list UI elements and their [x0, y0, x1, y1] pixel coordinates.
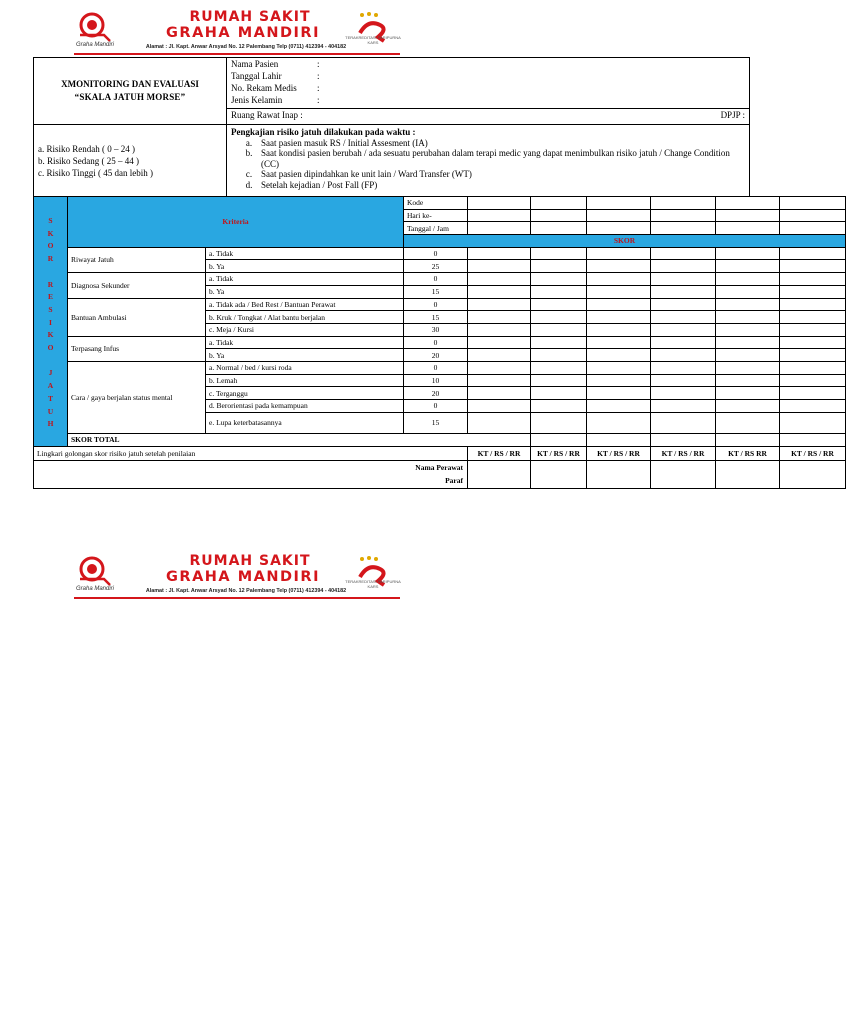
criterion-score: 15: [404, 412, 468, 433]
assessment-timing: [227, 125, 750, 197]
signature-cell[interactable]: [716, 460, 780, 488]
letterhead-divider: [74, 53, 400, 55]
score-cell[interactable]: [531, 336, 587, 349]
score-cell[interactable]: [651, 374, 716, 387]
vertical-skor-resiko-jatuh-label: S K O R R E S I K O J A T U H: [34, 197, 68, 447]
assessment-item: c. Saat pasien dipindahkan ke unit lain / Ward Transfer (WT): [245, 169, 472, 179]
criterion-score: 0: [404, 298, 468, 311]
score-cell[interactable]: [780, 412, 846, 433]
score-cell[interactable]: [780, 323, 846, 336]
score-cell[interactable]: [468, 323, 531, 336]
form-title-line2: “SKALA JATUH MORSE”: [74, 92, 186, 102]
kriteria-header: Kriteria: [68, 197, 404, 248]
score-cell[interactable]: [780, 273, 846, 286]
score-cell[interactable]: [651, 349, 716, 362]
risk-category-option[interactable]: KT / RS / RR: [587, 446, 651, 460]
criterion-name: Cara / gaya berjalan status mental: [68, 361, 206, 433]
score-cell[interactable]: [531, 374, 587, 387]
score-cell[interactable]: [587, 273, 651, 286]
identity-table: [33, 57, 750, 197]
score-cell[interactable]: [716, 285, 780, 298]
letterhead: [70, 9, 400, 57]
score-cell[interactable]: [531, 273, 587, 286]
criterion-option: b. Ya: [206, 349, 404, 362]
dpjp-field[interactable]: DPJP :: [720, 110, 745, 120]
score-cell[interactable]: [531, 298, 587, 311]
signature-cell[interactable]: [587, 460, 651, 488]
score-cell[interactable]: [587, 361, 651, 374]
hari-cell[interactable]: [468, 209, 531, 222]
score-cell[interactable]: [716, 273, 780, 286]
score-cell[interactable]: [651, 285, 716, 298]
criterion-option: a. Tidak: [206, 336, 404, 349]
score-cell[interactable]: [780, 400, 846, 413]
nurse-signature-label: [34, 460, 468, 488]
morse-score-table: [33, 196, 846, 489]
score-cell[interactable]: [716, 336, 780, 349]
hari-cell[interactable]: [587, 209, 651, 222]
score-cell[interactable]: [468, 361, 531, 374]
score-cell[interactable]: [780, 387, 846, 400]
criterion-score: 15: [404, 311, 468, 324]
kode-cell[interactable]: [468, 197, 531, 210]
score-cell[interactable]: [780, 247, 846, 260]
score-cell[interactable]: [716, 247, 780, 260]
tanggal-cell[interactable]: [780, 222, 846, 235]
risk-level-low: a. Risiko Rendah ( 0 – 24 ): [38, 143, 135, 154]
score-cell[interactable]: [468, 285, 531, 298]
total-cell[interactable]: [780, 433, 846, 446]
risk-category-option[interactable]: KT / RS / RR: [651, 446, 716, 460]
criterion-option: d. Berorientasi pada kemampuan: [206, 400, 404, 413]
meta-tanggal-label: Tanggal / Jam: [404, 222, 468, 235]
hospital-address: Alamat : Jl. Kapt. Anwar Arsyad No. 12 Palembang Telp (0711) 412394 - 404182: [145, 588, 347, 594]
skor-total-label: SKOR TOTAL: [68, 433, 531, 446]
hari-cell[interactable]: [780, 209, 846, 222]
ward-dpjp-row: [227, 108, 749, 121]
criterion-score: 10: [404, 374, 468, 387]
score-cell[interactable]: [531, 361, 587, 374]
score-cell[interactable]: [651, 412, 716, 433]
score-cell[interactable]: [780, 260, 846, 273]
score-cell[interactable]: [587, 387, 651, 400]
score-cell[interactable]: [716, 412, 780, 433]
kode-cell[interactable]: [587, 197, 651, 210]
criterion-option: b. Ya: [206, 285, 404, 298]
risk-level-legend: [34, 125, 227, 197]
score-cell[interactable]: [651, 273, 716, 286]
badge-caption: TERAKREDITASI PARIPURNA KARS: [345, 35, 401, 45]
criterion-score: 15: [404, 285, 468, 298]
risk-level-high: c. Risiko Tinggi ( 45 dan lebih ): [38, 167, 154, 178]
score-cell[interactable]: [468, 336, 531, 349]
score-cell[interactable]: [587, 285, 651, 298]
score-cell[interactable]: [780, 374, 846, 387]
logo-caption: Graha Mandiri: [76, 586, 115, 592]
risk-level-medium: b. Risiko Sedang ( 25 – 44 ): [38, 155, 139, 166]
hospital-name-line1: RUMAH SAKIT: [189, 553, 311, 569]
score-cell[interactable]: [587, 412, 651, 433]
criterion-option: c. Meja / Kursi: [206, 323, 404, 336]
hari-cell[interactable]: [531, 209, 587, 222]
score-cell[interactable]: [716, 323, 780, 336]
criterion-option: a. Tidak ada / Bed Rest / Bantuan Perawat: [206, 298, 404, 311]
score-cell[interactable]: [468, 298, 531, 311]
score-cell[interactable]: [468, 273, 531, 286]
criterion-option: a. Normal / bed / kursi roda: [206, 361, 404, 374]
hari-cell[interactable]: [651, 209, 716, 222]
form-title-line1: XMONITORING DAN EVALUASI: [61, 79, 199, 89]
criterion-score: 0: [404, 273, 468, 286]
criterion-name: Riwayat Jatuh: [68, 247, 206, 272]
criterion-option: a. Tidak: [206, 273, 404, 286]
risk-category-option[interactable]: KT / RS / RR: [531, 446, 587, 460]
total-cell[interactable]: [651, 433, 716, 446]
meta-hari-label: Hari ke-: [404, 209, 468, 222]
signature-cell[interactable]: [651, 460, 716, 488]
score-cell[interactable]: [716, 298, 780, 311]
ward-field[interactable]: Ruang Rawat Inap :: [231, 110, 303, 120]
score-cell[interactable]: [651, 400, 716, 413]
score-cell[interactable]: [531, 349, 587, 362]
score-cell[interactable]: [716, 400, 780, 413]
score-cell[interactable]: [468, 311, 531, 324]
patient-field-name[interactable]: Nama Pasien :: [231, 59, 320, 69]
score-cell[interactable]: [531, 285, 587, 298]
score-cell[interactable]: [651, 361, 716, 374]
tanggal-cell[interactable]: [468, 222, 531, 235]
hospital-name-line2: GRAHA MANDIRI: [166, 569, 320, 585]
criterion-score: 30: [404, 323, 468, 336]
score-cell[interactable]: [531, 247, 587, 260]
criterion-score: 25: [404, 260, 468, 273]
score-cell[interactable]: [651, 336, 716, 349]
criterion-option: c. Terganggu: [206, 387, 404, 400]
score-cell[interactable]: [468, 387, 531, 400]
score-cell[interactable]: [531, 323, 587, 336]
assessment-item: b. Saat kondisi pasien berubah / ada sesuatu perubahan dalam terapi medic yang dapat menimbulkan risiko jatuh / Change Condition (CC): [245, 148, 730, 169]
signature-cell[interactable]: [468, 460, 531, 488]
letterhead-second-page: [70, 553, 400, 601]
criterion-name: Diagnosa Sekunder: [68, 273, 206, 298]
score-cell[interactable]: [651, 311, 716, 324]
hospital-name-line1: RUMAH SAKIT: [189, 9, 311, 25]
hospital-name-line2: GRAHA MANDIRI: [166, 25, 320, 41]
score-cell[interactable]: [780, 298, 846, 311]
patient-field-gender[interactable]: Jenis Kelamin :: [231, 95, 320, 105]
criterion-score: 0: [404, 336, 468, 349]
score-cell[interactable]: [716, 349, 780, 362]
criterion-score: 20: [404, 349, 468, 362]
kode-cell[interactable]: [716, 197, 780, 210]
score-cell[interactable]: [587, 400, 651, 413]
score-cell[interactable]: [587, 336, 651, 349]
signature-cell[interactable]: [531, 460, 587, 488]
paraf-label: Paraf: [445, 476, 463, 486]
criterion-score: 0: [404, 361, 468, 374]
criterion-option: a. Tidak: [206, 247, 404, 260]
risk-category-option[interactable]: KT / RS RR: [716, 446, 780, 460]
assessment-item: a. Saat pasien masuk RS / Initial Assesment (IA): [245, 137, 428, 148]
criterion-option: b. Lemah: [206, 374, 404, 387]
score-cell[interactable]: [651, 323, 716, 336]
score-cell[interactable]: [587, 247, 651, 260]
logo-caption: Graha Mandiri: [76, 42, 115, 48]
criterion-name: Bantuan Ambulasi: [68, 298, 206, 336]
score-cell[interactable]: [651, 298, 716, 311]
kode-cell[interactable]: [651, 197, 716, 210]
form-title: [34, 58, 227, 125]
risk-category-option[interactable]: KT / RS / RR: [468, 446, 531, 460]
score-cell[interactable]: [716, 387, 780, 400]
criterion-score: 0: [404, 400, 468, 413]
patient-info: [227, 58, 750, 125]
score-cell[interactable]: [468, 247, 531, 260]
nurse-name-label: Nama Perawat: [415, 463, 463, 473]
patient-field-dob[interactable]: Tanggal Lahir :: [231, 71, 320, 81]
score-cell[interactable]: [468, 260, 531, 273]
assessment-item: d. Setelah kejadian / Post Fall (FP): [245, 179, 378, 190]
score-cell[interactable]: [587, 260, 651, 273]
signature-cell[interactable]: [780, 460, 846, 488]
criterion-score: 20: [404, 387, 468, 400]
score-cell[interactable]: [531, 260, 587, 273]
score-cell[interactable]: [716, 374, 780, 387]
score-cell[interactable]: [468, 400, 531, 413]
score-cell[interactable]: [780, 285, 846, 298]
score-cell[interactable]: [780, 311, 846, 324]
score-cell[interactable]: [651, 260, 716, 273]
criterion-option: b. Ya: [206, 260, 404, 273]
letterhead-divider: [74, 597, 400, 599]
score-cell[interactable]: [716, 260, 780, 273]
score-cell[interactable]: [587, 298, 651, 311]
score-cell[interactable]: [531, 311, 587, 324]
circle-instruction: Lingkari golongan skor risiko jatuh setelah penilaian: [34, 446, 468, 460]
assessment-heading: Pengkajian risiko jatuh dilakukan pada waktu :: [231, 127, 416, 137]
total-cell[interactable]: [531, 433, 587, 446]
patient-field-mrn[interactable]: No. Rekam Medis :: [231, 83, 320, 93]
criterion-option: e. Lupa keterbatasannya: [206, 412, 404, 433]
score-cell[interactable]: [587, 323, 651, 336]
score-cell[interactable]: [531, 412, 587, 433]
tanggal-cell[interactable]: [531, 222, 587, 235]
score-cell[interactable]: [587, 311, 651, 324]
score-cell[interactable]: [531, 400, 587, 413]
score-cell[interactable]: [651, 247, 716, 260]
score-cell[interactable]: [651, 387, 716, 400]
score-cell[interactable]: [468, 374, 531, 387]
hari-cell[interactable]: [716, 209, 780, 222]
criterion-name: Terpasang Infus: [68, 336, 206, 361]
score-cell[interactable]: [716, 311, 780, 324]
meta-kode-label: Kode: [404, 197, 468, 210]
tanggal-cell[interactable]: [651, 222, 716, 235]
score-cell[interactable]: [468, 412, 531, 433]
hospital-address: Alamat : Jl. Kapt. Anwar Arsyad No. 12 Palembang Telp (0711) 412394 - 404182: [145, 44, 347, 50]
score-cell[interactable]: [531, 387, 587, 400]
kode-cell[interactable]: [780, 197, 846, 210]
badge-caption: TERAKREDITASI PARIPURNA KARS: [345, 579, 401, 589]
total-cell[interactable]: [716, 433, 780, 446]
criterion-score: 0: [404, 247, 468, 260]
score-cell[interactable]: [780, 361, 846, 374]
score-cell[interactable]: [587, 349, 651, 362]
kode-cell[interactable]: [531, 197, 587, 210]
score-cell[interactable]: [468, 349, 531, 362]
score-cell[interactable]: [780, 349, 846, 362]
tanggal-cell[interactable]: [587, 222, 651, 235]
score-cell[interactable]: [716, 361, 780, 374]
risk-category-option[interactable]: KT / RS / RR: [780, 446, 846, 460]
score-cell[interactable]: [780, 336, 846, 349]
total-cell[interactable]: [587, 433, 651, 446]
skor-header: SKOR: [404, 235, 846, 248]
score-cell[interactable]: [587, 374, 651, 387]
criterion-option: b. Kruk / Tongkat / Alat bantu berjalan: [206, 311, 404, 324]
tanggal-cell[interactable]: [716, 222, 780, 235]
